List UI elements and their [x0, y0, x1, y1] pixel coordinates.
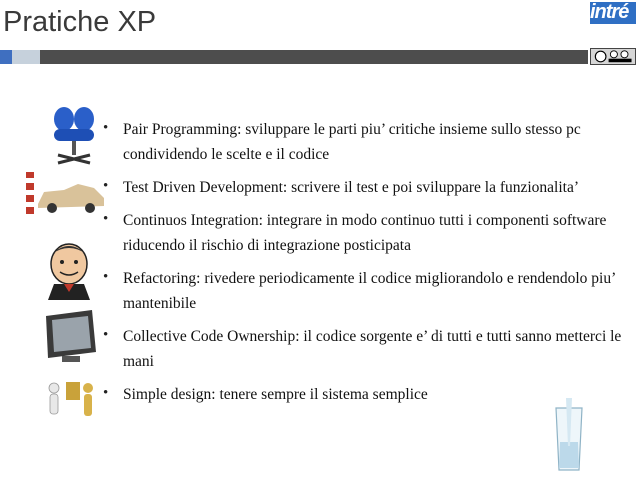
bullet: • — [103, 211, 109, 227]
bullet: • — [103, 178, 109, 194]
list-item — [103, 324, 633, 374]
list-item — [103, 117, 633, 167]
bullet: • — [103, 120, 109, 136]
title-bar-light — [12, 50, 40, 64]
team-figures-icon — [44, 376, 100, 426]
list-item — [103, 175, 633, 200]
creative-commons-badge — [590, 48, 636, 65]
slide-title: Pratiche XP — [3, 6, 157, 38]
list-item-text: Simple design: tenere sempre il sistema semplice — [123, 386, 428, 403]
practice-list — [103, 117, 633, 415]
title-bar-dark — [40, 50, 588, 64]
list-item — [103, 208, 633, 258]
pair-chairs-icon — [48, 105, 100, 167]
list-item-text: Pair Programming: sviluppare le parti piu’ critiche insieme sullo stesso pc condividendo le scelte e il codice — [123, 121, 581, 163]
title-bar-accent — [0, 50, 12, 64]
bullet: • — [103, 385, 109, 401]
list-item — [103, 266, 633, 316]
list-item-text: Test Driven Development: scrivere il test e poi sviluppare la funzionalita’ — [123, 179, 580, 196]
monitor-icon — [42, 308, 98, 364]
jenkins-butler-icon — [44, 240, 94, 300]
list-item-text: Refactoring: rivedere periodicamente il codice migliorandolo e rendendolo piu’ mantenibile — [123, 270, 616, 312]
list-item-text: Collective Code Ownership: il codice sorgente e’ di tutti e tutti sanno metterci le mani — [123, 328, 622, 370]
list-item — [103, 382, 633, 407]
intre-logo-text: intré — [590, 1, 629, 23]
bullet: • — [103, 327, 109, 343]
list-item-text: Continuos Integration: integrare in modo continuo tutti i componenti software riducendo il rischio di integrazione posticipata — [123, 212, 607, 254]
bullet: • — [103, 269, 109, 285]
crash-test-car-icon — [24, 170, 109, 216]
